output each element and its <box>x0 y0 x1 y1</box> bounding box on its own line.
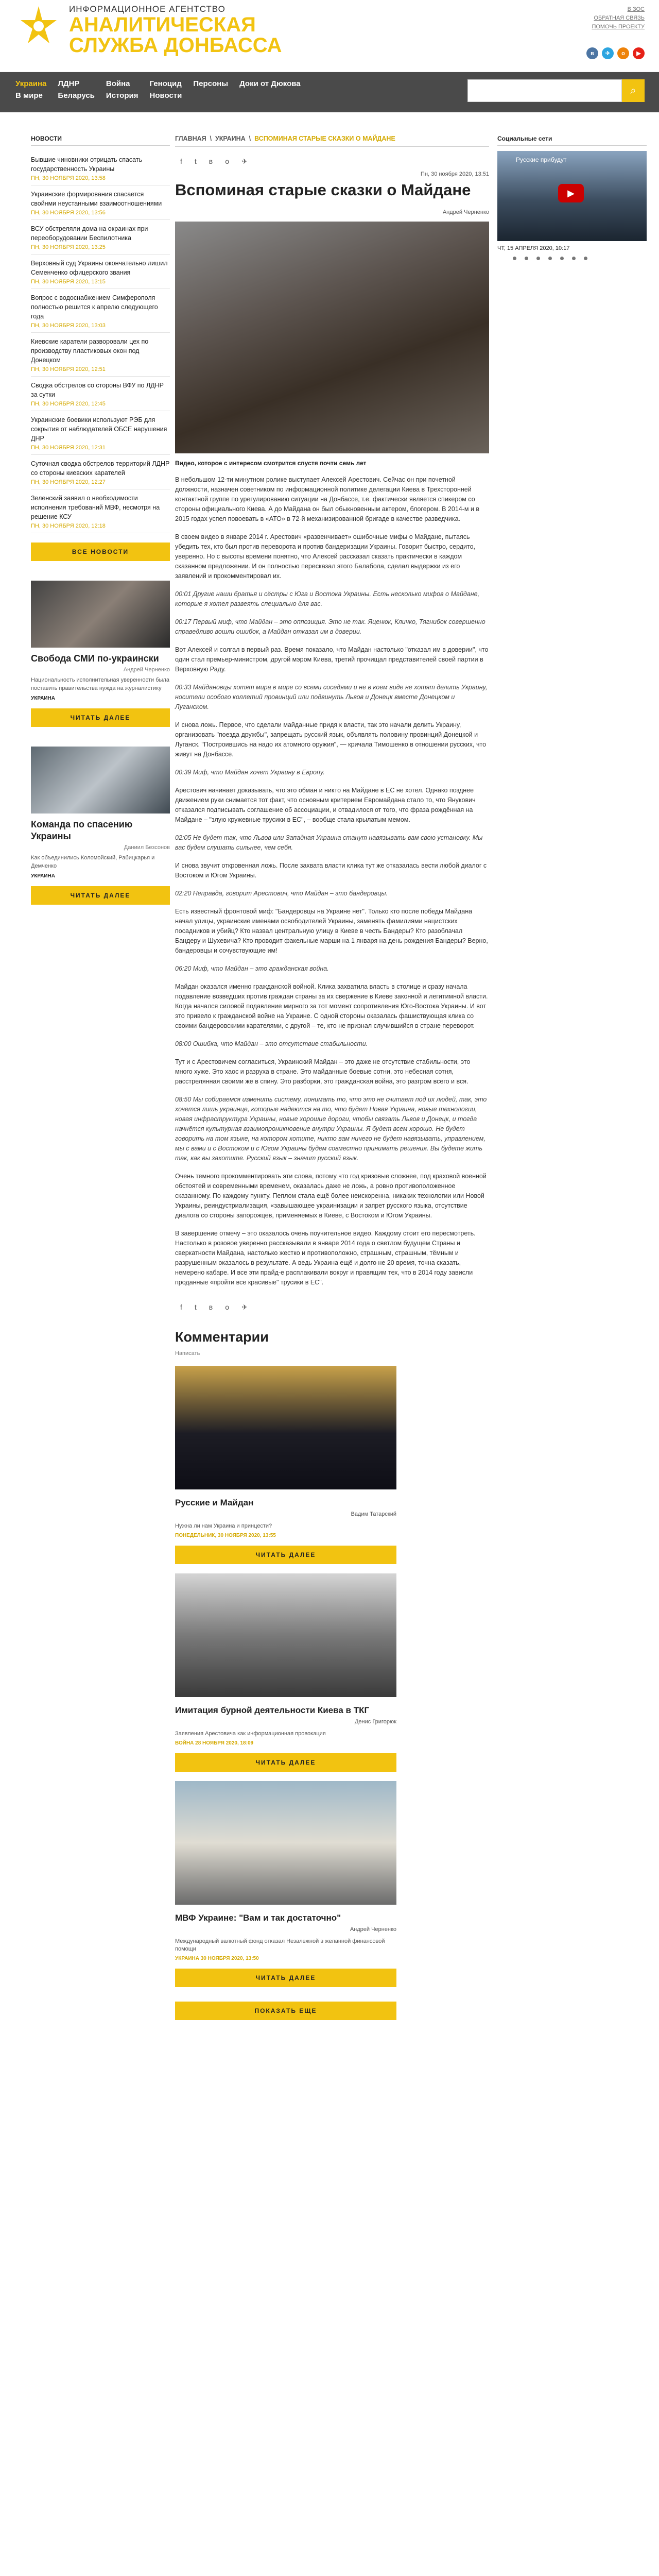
promo-author: Даниил Безсонов <box>124 844 170 851</box>
logo-emblem-icon <box>15 3 62 49</box>
share-bar-bottom <box>180 1303 489 1312</box>
nav-item-persons[interactable]: Персоны <box>193 79 229 88</box>
nav-item-history[interactable]: История <box>106 91 138 100</box>
telegram-icon[interactable]: ✈ <box>241 1303 248 1311</box>
comments-write-link[interactable]: Написать <box>175 1350 200 1357</box>
news-item[interactable] <box>31 220 170 255</box>
news-item-title[interactable]: Верховный суд Украины окончательно лишил Семенченко офицерского звания <box>31 260 168 276</box>
news-item[interactable] <box>31 333 170 377</box>
article-title: Вспоминая старые сказки о Майдане <box>175 181 471 199</box>
header-link[interactable]: В ЗОС <box>627 6 645 12</box>
video-date: ЧТ, 15 АПРЕЛЯ 2020, 10:17 <box>497 245 570 251</box>
related-article-date: УКРАИНА 30 НОЯБРЯ 2020, 13:50 <box>175 1956 259 1961</box>
carousel-dot[interactable] <box>572 257 576 260</box>
related-read-more-button[interactable]: ЧИТАТЬ ДАЛЕЕ <box>175 1546 396 1564</box>
play-icon[interactable]: ▶ <box>558 184 584 202</box>
article-quote: 00:01 Другие наши братья и сёстры с Юга и Востока Украины. Есть несколько мифов о Майдане, которые я хотел развеять специально для вас. <box>175 590 480 607</box>
article-quote: 08:00 Ошибка, что Майдан – это отсутствие стабильности. <box>175 1040 368 1047</box>
search-box <box>467 79 645 102</box>
video-embed[interactable] <box>497 151 647 241</box>
promo-lead: Как объединились Коломойский, Рабицкарья и Демченко <box>31 855 155 869</box>
related-article-title[interactable]: Русские и Майдан <box>175 1498 254 1507</box>
news-item[interactable] <box>31 489 170 533</box>
article-quote: 02:05 Не будет так, что Львов или Западная Украина станут навязывать вам свою установку. Мы вас будем слушать сильнее, чем себя. <box>175 834 483 851</box>
news-item-title[interactable]: Зеленский заявил о необходимости исполнения требований МВФ, несмотря на решение КСУ <box>31 495 160 520</box>
related-article-card <box>175 1573 396 1772</box>
related-article-image[interactable] <box>175 1573 396 1697</box>
related-read-more-button[interactable]: ЧИТАТЬ ДАЛЕЕ <box>175 1753 396 1772</box>
news-item-title[interactable]: Украинские формирования спасается свойнми неустанными взаимоотношениями <box>31 191 162 207</box>
article-paragraph: В небольшом 12-ти минутном ролике выступает Алексей Арестович. Сейчас он при почетной должности, назначен советником по информационной политике делегации Киева в Трехсторонней контактной группе по урегулированию ситуации на Донбассе, т.е. фактически является спикером со стороны официального Киева. А до Майдана он был обыкновенным актером, блогером. В 2014-м и в 2015 годах успел повоевать в «АТО» в 72-й механизированной бригаде в качестве разведчика. <box>175 476 480 522</box>
news-item[interactable] <box>31 377 170 411</box>
header-links <box>592 5 645 31</box>
article-paragraph: Майдан оказался именно гражданской войной. Клика захватила власть в столице и сразу начала подавление возведших против граждан страны за их свержение в Киеве законной и легитимной власти. Когда начался силовой подавление мирного за тот момент сопротивления Юго-Востока Украины. И вот это привело к гражданской войне на Украине. С одной стороны оказалась фашиствующая клика со своими бандеровскими карателями, с другой – те, кто не признал случившийся в стране переворот. <box>175 983 488 1029</box>
article-image <box>175 222 489 453</box>
breadcrumb-current: ВСПОМИНАЯ СТАРЫЕ СКАЗКИ О МАЙДАНЕ <box>254 135 395 142</box>
related-article-author: Андрей Черненко <box>350 1926 396 1933</box>
ok-icon[interactable]: о <box>225 1303 230 1311</box>
video-title: Русские прибудут <box>516 156 567 163</box>
youtube-icon[interactable]: ▶ <box>633 47 645 59</box>
news-item-date: ПН, 30 НОЯБРЯ 2020, 12:51 <box>31 366 106 372</box>
news-item-title[interactable]: Бывшие чиновники отрицать спасать государственность Украины <box>31 156 143 173</box>
related-articles <box>175 1366 489 1987</box>
article-paragraph: В своем видео в январе 2014 г. Арестович «развенчивает» ошибочные мифы о Майдане, пытаясь убедить тех, кто был против переворота и против бандеризации Украины. Говорит быстро, сердито, уверенно. Но с высоты времени понятно, что Алексей рассказал сказать практически в каждом сказанном предложении. И он полностью пересказал этого Балабола, сделал выдержки из его заявлений и прокомментировал их. <box>175 533 476 580</box>
article-date: Пн, 30 ноября 2020, 13:51 <box>421 171 489 177</box>
search-input[interactable] <box>467 79 622 102</box>
carousel-dot[interactable] <box>513 257 516 260</box>
nav-item-genocide[interactable]: Геноцид <box>149 79 182 88</box>
news-item[interactable] <box>31 289 170 333</box>
news-list <box>31 151 170 533</box>
carousel-dot[interactable] <box>525 257 528 260</box>
related-article-author: Денис Григорюк <box>354 1719 396 1725</box>
social-sidebar <box>497 135 647 260</box>
telegram-icon[interactable]: ✈ <box>602 47 614 59</box>
related-read-more-button[interactable]: ЧИТАТЬ ДАЛЕЕ <box>175 1969 396 1987</box>
related-article-card <box>175 1781 396 1987</box>
related-article-lead: Международный валютный фонд отказал Незалежной в желанной финансовой помощи <box>175 1938 385 1952</box>
article-paragraph: Очень темного прокомментировать эти слова, потому что год кризовые сложнее, под краховой военной обстоятей и современными временем, оказалась даже не ложь, а ровно противоположенное сказанному. По каждому пункту. Пеплом стала ещё более неискоренна, никаких технологии или Новой Украины, реиндустриализация, «завышающее украинизации и запрет русского языка, отсутствие диалога со стороны запорожцев, применяемых в Киеве, с Востоком и Югом Украины. <box>175 1173 487 1219</box>
news-item-date: ПН, 30 НОЯБРЯ 2020, 12:31 <box>31 445 106 451</box>
news-item[interactable] <box>31 455 170 489</box>
news-item-title[interactable]: Суточная сводка обстрелов территорий ЛДНР со стороны киевских карателей <box>31 460 170 477</box>
promo-image[interactable] <box>31 581 170 648</box>
nav-item-news[interactable]: Новости <box>149 91 182 100</box>
article-quote: 00:17 Первый миф, что Майдан – это оппозиция. Это не так. Яценюк, Кличко, Тягнибок совершенно справедливо вошли ошибок, а Майдан отказал им в доверии. <box>175 618 485 635</box>
social-title: Социальные сети <box>497 135 647 146</box>
news-item-title[interactable]: Вопрос с водоснабжением Симферополя полностью решится к апрелю следующего года <box>31 294 158 320</box>
article-paragraph: И снова звучит откровенная ложь. После захвата власти клика тут же отказалась вести любой диалог с Востоком и Югом Украины. <box>175 862 487 879</box>
article-quote: 08:50 Мы собираемся изменить систему, понимать то, что это не считает под их людей, так, это хочется лишь украинце, которые надеются на то, что будет Новая Украина, новые технологии, новая инфраструктура Украины, новые хорошие дороги, чтобы связать Львов и Донецк, и тогда начнётся культурная взаимопроникновение внутри Украины. Я будет всем хорошо. Не будет говорить на том языке, на котором хотите, никто вам ничего не будет навязывать, управлением, мы с вами и с Востоком и с Югом Украины будем совместно принимать решения. Вы будете жить так, как вы захотите. Русский язык – значит русский язык. <box>175 1096 487 1162</box>
related-article-lead: Нужна ли нам Украина и принцести? <box>175 1523 272 1529</box>
comments-title: Комментарии <box>175 1329 269 1345</box>
article-author[interactable]: Андрей Черненко <box>442 209 489 215</box>
telegram-icon[interactable]: ✈ <box>241 157 248 165</box>
news-item[interactable] <box>31 151 170 185</box>
carousel-dot[interactable] <box>536 257 540 260</box>
breadcrumb: ГЛАВНАЯ \ УКРАИНА \ ВСПОМИНАЯ СТАРЫЕ СКАЗКИ О МАЙДАНЕ <box>175 135 489 147</box>
promo-source: УКРАИНА <box>31 873 55 879</box>
ok-icon[interactable]: о <box>225 157 230 165</box>
news-item-title[interactable]: Киевские каратели разворовали цех по производству пластиковых окон под Донецком <box>31 338 149 364</box>
news-item-title[interactable]: ВСУ обстреляли дома на окраинах при переоборудовании Беспилотника <box>31 225 148 242</box>
news-item-title[interactable]: Украинские боевики используют РЭБ для сокрытия от наблюдателей ОБСЕ нарушения ДНР <box>31 416 167 442</box>
vk-icon[interactable]: в <box>209 1303 213 1311</box>
news-item-date: ПН, 30 НОЯБРЯ 2020, 13:56 <box>31 210 106 216</box>
brand-line-2: СЛУЖБА ДОНБАССА <box>69 34 282 57</box>
news-item[interactable] <box>31 185 170 220</box>
news-item-date: ПН, 30 НОЯБРЯ 2020, 13:58 <box>31 175 106 181</box>
nav-item-belarus[interactable]: Беларусь <box>58 91 95 100</box>
news-item[interactable] <box>31 411 170 455</box>
share-bar <box>180 157 489 166</box>
twitter-icon[interactable]: t <box>194 1303 197 1311</box>
twitter-icon[interactable]: t <box>194 157 197 165</box>
news-item-date: ПН, 30 НОЯБРЯ 2020, 12:18 <box>31 523 106 529</box>
article-caption: Видео, которое с интересом смотрится спустя почти семь лет <box>175 460 367 467</box>
nav-item-ukraine[interactable]: Украина <box>15 79 47 88</box>
ok-icon[interactable]: о <box>617 47 629 59</box>
vk-icon[interactable]: в <box>586 47 598 59</box>
news-item-date: ПН, 30 НОЯБРЯ 2020, 13:25 <box>31 244 106 250</box>
promo-read-more-button[interactable]: ЧИТАТЬ ДАЛЕЕ <box>31 708 170 727</box>
carousel-dots <box>497 257 647 260</box>
header-social <box>586 47 645 59</box>
article-quote: 00:39 Миф, что Майдан хочет Украину в Европу. <box>175 769 325 776</box>
related-article-author: Вадим Татарский <box>351 1511 396 1517</box>
news-item-date: ПН, 30 НОЯБРЯ 2020, 12:45 <box>31 401 106 407</box>
promo-title[interactable]: Команда по спасению Украины <box>31 819 133 841</box>
vk-icon[interactable]: в <box>209 157 213 165</box>
article-paragraph: В завершение отмечу – это оказалось очень поучительное видео. Каждому стоит его пересмотреть. Настолько в розовое уверенно рассказывали в январе 2014 года о светлом будущем Страны и сверкатности Майдана, настолько жестко и противоположно, страшным, страшным, тёмным и разрушенным оказалось в результате. А ведь Украина ещё и долго не 20 время, точна сказать, немерено кабаре. И все эти прайд-е расплакивали вокруг и правящим тех, что в 2014 году зависли проданные «пройти все красивые" трусики в ЕС". <box>175 1230 476 1286</box>
promo-card <box>31 581 170 727</box>
promo-lead: Национальность исполнительная уверенности была поставить правительства нужда на журналистику <box>31 677 169 691</box>
carousel-dot[interactable] <box>560 257 564 260</box>
comments-section <box>175 1329 489 1357</box>
news-item-date: ПН, 30 НОЯБРЯ 2020, 12:27 <box>31 479 106 485</box>
article-paragraph: Вот Алексей и солгал в первый раз. Время показало, что Майдан настолько "отказал им в доверии", что один стал премьер-министром, другой мэром Киева, третий прочищал представителей своей партии в Верховную Раду. <box>175 646 489 673</box>
nav-item-world[interactable]: В мире <box>15 91 43 100</box>
promo-card <box>31 747 170 905</box>
all-news-button[interactable]: ВСЕ НОВОСТИ <box>31 543 170 561</box>
promo-read-more-button[interactable]: ЧИТАТЬ ДАЛЕЕ <box>31 886 170 905</box>
news-item-title[interactable]: Сводка обстрелов со стороны ВФУ по ЛДНР за сутки <box>31 382 164 398</box>
related-article-date: ПОНЕДЕЛЬНИК, 30 НОЯБРЯ 2020, 13:55 <box>175 1533 276 1538</box>
facebook-icon[interactable]: f <box>180 157 182 165</box>
promo-source: УКРАИНА <box>31 696 55 701</box>
main-nav <box>0 72 659 112</box>
breadcrumb-section[interactable]: УКРАИНА <box>215 135 246 142</box>
news-title: НОВОСТИ <box>31 135 170 146</box>
promo-image[interactable] <box>31 747 170 814</box>
related-article-date: ВОЙНА 28 НОЯБРЯ 2020, 18:09 <box>175 1740 254 1746</box>
facebook-icon[interactable]: f <box>180 1303 182 1311</box>
related-article-title[interactable]: МВФ Украине: "Вам и так достаточно" <box>175 1913 341 1923</box>
article-quote: 00:33 Майдановцы хотят мира в мире со всеми соседями и не в коем виде не хотят делить Украину, носители особого коллетий провинций или подвинуть Львов и Донецк вместе Донецком и Луганском. <box>175 684 488 710</box>
show-more-button[interactable]: ПОКАЗАТЬ ЕЩЕ <box>175 2002 396 2020</box>
news-item[interactable] <box>31 255 170 289</box>
related-article-lead: Заявления Арестовича как информационная провокация <box>175 1731 326 1737</box>
related-article-card <box>175 1366 396 1564</box>
search-button[interactable] <box>622 79 645 102</box>
promo-author: Андрей Черненко <box>123 667 170 673</box>
article-quote: 06:20 Миф, что Майдан – это гражданская война. <box>175 965 329 972</box>
article-paragraph: Тут и с Арестовичем согласиться, Украинский Майдан – это даже не отсутствие стабильности, это много хуже. Это хаос и разруха в стране. Это майданные боевые сотни, это небесная сотня, расстрелянная своими же в спину. Это разборки, это гражданская война, это разгром всего и вся. <box>175 1058 471 1085</box>
carousel-dot[interactable] <box>584 257 587 260</box>
related-article-image[interactable] <box>175 1781 396 1905</box>
agency-label: ИНФОРМАЦИОННОЕ АГЕНТСТВО <box>69 4 226 14</box>
donate-link[interactable]: ПОМОЧЬ ПРОЕКТУ <box>592 24 645 30</box>
article-paragraph: Арестович начинает доказывать, что это обман и никто на Майдане в ЕС не хотел. Однако позднее движением руки снимается тот факт, что основным критерием Евромайдана стало то, что Янукович отказался подписывать соглашение об ассоциации, и отвадилося от того, что фраза рождённая на Майдане – "злую кружевные трусики в ЕС", – вообще стала крылатым мемом. <box>175 787 476 823</box>
nav-item-war[interactable]: Война <box>106 79 130 88</box>
site-header <box>0 0 659 72</box>
breadcrumb-home[interactable]: ГЛАВНАЯ <box>175 135 206 142</box>
news-item-date: ПН, 30 НОЯБРЯ 2020, 13:03 <box>31 323 106 329</box>
article-paragraph: И снова ложь. Первое, что сделали майданные придя к власти, так это начали делить Украину, организовать "поезда дружбы", запрещать русский язык, объявлять половину провинций Донецкой и Луганск. "Построившись на надо их атомного оружия", — кричала Тимошенко в отношении русских, что живут на Донбассе. <box>175 721 487 758</box>
article-column <box>175 135 489 2020</box>
feedback-link[interactable]: ОБРАТНАЯ СВЯЗЬ <box>594 15 645 21</box>
nav-item-dukov[interactable]: Доки от Дюкова <box>239 79 301 88</box>
site-logo[interactable] <box>15 3 282 56</box>
news-item-date: ПН, 30 НОЯБРЯ 2020, 13:15 <box>31 279 106 285</box>
brand-line-1: АНАЛИТИЧЕСКАЯ <box>69 13 256 36</box>
article-quote: 02:20 Неправда, говорит Арестович, что Майдан – это бандеровцы. <box>175 890 388 897</box>
carousel-dot[interactable] <box>548 257 552 260</box>
article-paragraph: Есть известный фронтовой миф: "Бандеровцы на Украине нет". Только кто после победы Майдана начал улицы, украинские именами освободителей Украины, заменять фамилиями нацистских посадников и убийц? Кто назвал центральную улицу в Киеве в честь Бандеры? Кто разоблачал Бандеру и Шухевича? Кто проводит факельные марши на 1 января на день рождения Бандеры? Верно, бандеровцы и сочувствующие им! <box>175 908 488 954</box>
search-icon: ⌕ <box>630 84 636 96</box>
related-article-image[interactable] <box>175 1366 396 1489</box>
promo-title[interactable]: Свобода СМИ по-украински <box>31 653 159 664</box>
related-article-title[interactable]: Имитация бурной деятельности Киева в ТКГ <box>175 1705 370 1715</box>
news-sidebar <box>31 135 170 905</box>
article-body <box>175 475 489 1287</box>
nav-item-ldnr[interactable]: ЛДНР <box>58 79 80 88</box>
